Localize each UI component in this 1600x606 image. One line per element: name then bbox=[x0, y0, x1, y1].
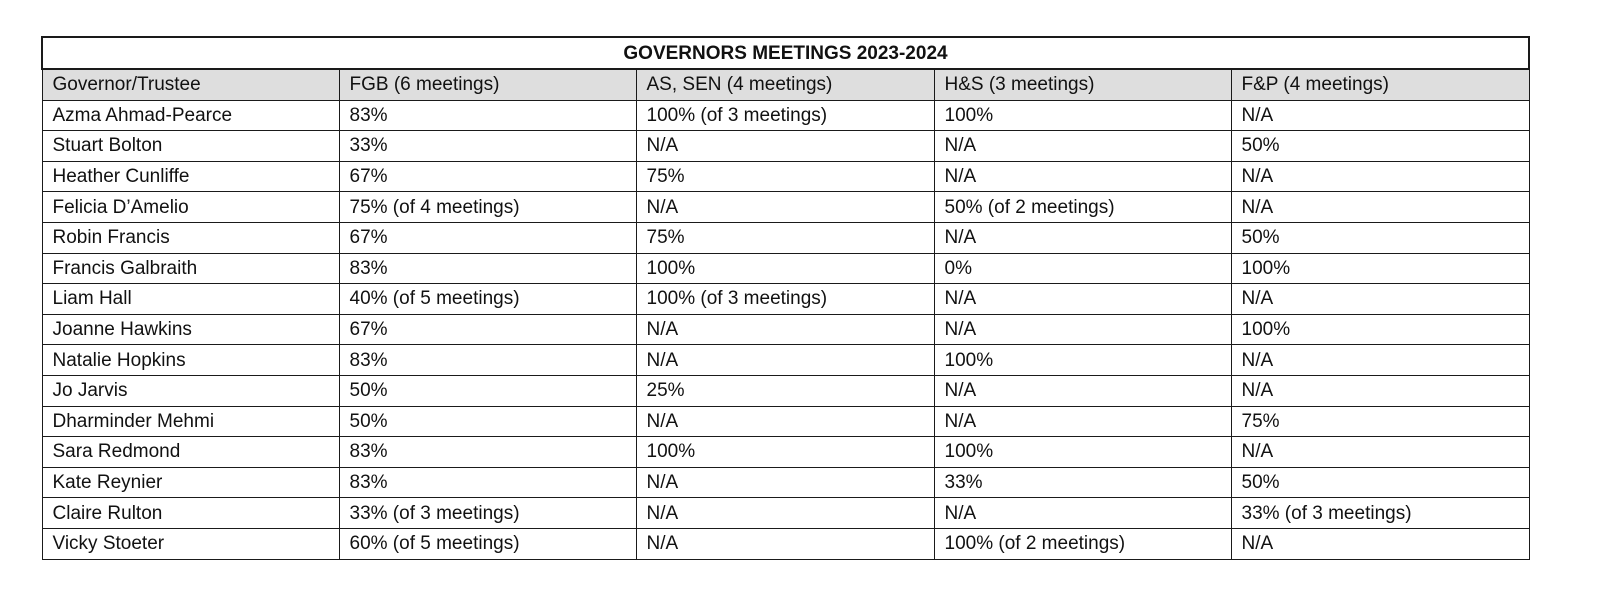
as-sen-attendance-cell: 75% bbox=[636, 161, 934, 192]
fp-attendance-cell: N/A bbox=[1231, 437, 1529, 468]
hs-attendance-cell: N/A bbox=[934, 222, 1231, 253]
as-sen-attendance-cell: N/A bbox=[636, 406, 934, 437]
governor-name-cell: Felicia D’Amelio bbox=[42, 192, 339, 223]
hs-attendance-cell: N/A bbox=[934, 161, 1231, 192]
column-header-governor: Governor/Trustee bbox=[42, 69, 339, 100]
as-sen-attendance-cell: 25% bbox=[636, 375, 934, 406]
table-row bbox=[42, 498, 1529, 529]
hs-attendance-cell: 100% (of 2 meetings) bbox=[934, 528, 1231, 559]
hs-attendance-cell: N/A bbox=[934, 314, 1231, 345]
table-row bbox=[42, 467, 1529, 498]
column-header-row bbox=[42, 69, 1529, 100]
governors-meetings-table bbox=[41, 36, 1530, 560]
hs-attendance-cell: 100% bbox=[934, 345, 1231, 376]
as-sen-attendance-cell: N/A bbox=[636, 498, 934, 529]
hs-attendance-cell: N/A bbox=[934, 375, 1231, 406]
fp-attendance-cell: N/A bbox=[1231, 345, 1529, 376]
column-header-fp: F&P (4 meetings) bbox=[1231, 69, 1529, 100]
table-row bbox=[42, 222, 1529, 253]
hs-attendance-cell: N/A bbox=[934, 406, 1231, 437]
as-sen-attendance-cell: N/A bbox=[636, 467, 934, 498]
as-sen-attendance-cell: 100% bbox=[636, 437, 934, 468]
as-sen-attendance-cell: 100% (of 3 meetings) bbox=[636, 284, 934, 315]
hs-attendance-cell: 100% bbox=[934, 437, 1231, 468]
table-body bbox=[42, 100, 1529, 559]
as-sen-attendance-cell: N/A bbox=[636, 192, 934, 223]
hs-attendance-cell: 50% (of 2 meetings) bbox=[934, 192, 1231, 223]
fp-attendance-cell: 100% bbox=[1231, 314, 1529, 345]
fp-attendance-cell: 50% bbox=[1231, 222, 1529, 253]
fgb-attendance-cell: 83% bbox=[339, 100, 636, 131]
governor-name-cell: Joanne Hawkins bbox=[42, 314, 339, 345]
fp-attendance-cell: N/A bbox=[1231, 161, 1529, 192]
hs-attendance-cell: 100% bbox=[934, 100, 1231, 131]
table-row bbox=[42, 406, 1529, 437]
column-header-fgb: FGB (6 meetings) bbox=[339, 69, 636, 100]
table-row bbox=[42, 528, 1529, 559]
fgb-attendance-cell: 50% bbox=[339, 406, 636, 437]
table-row bbox=[42, 284, 1529, 315]
fp-attendance-cell: 50% bbox=[1231, 131, 1529, 162]
fgb-attendance-cell: 67% bbox=[339, 161, 636, 192]
table-row bbox=[42, 253, 1529, 284]
governor-name-cell: Claire Rulton bbox=[42, 498, 339, 529]
fp-attendance-cell: N/A bbox=[1231, 100, 1529, 131]
table-row bbox=[42, 161, 1529, 192]
table-row bbox=[42, 131, 1529, 162]
fgb-attendance-cell: 60% (of 5 meetings) bbox=[339, 528, 636, 559]
governor-name-cell: Robin Francis bbox=[42, 222, 339, 253]
hs-attendance-cell: N/A bbox=[934, 131, 1231, 162]
fp-attendance-cell: 50% bbox=[1231, 467, 1529, 498]
fgb-attendance-cell: 83% bbox=[339, 253, 636, 284]
governor-name-cell: Liam Hall bbox=[42, 284, 339, 315]
table-row bbox=[42, 345, 1529, 376]
table-row bbox=[42, 192, 1529, 223]
governor-name-cell: Francis Galbraith bbox=[42, 253, 339, 284]
hs-attendance-cell: 33% bbox=[934, 467, 1231, 498]
fgb-attendance-cell: 75% (of 4 meetings) bbox=[339, 192, 636, 223]
table-title: GOVERNORS MEETINGS 2023-2024 bbox=[42, 37, 1529, 69]
governor-name-cell: Kate Reynier bbox=[42, 467, 339, 498]
hs-attendance-cell: N/A bbox=[934, 284, 1231, 315]
fgb-attendance-cell: 83% bbox=[339, 345, 636, 376]
hs-attendance-cell: 0% bbox=[934, 253, 1231, 284]
governor-name-cell: Azma Ahmad-Pearce bbox=[42, 100, 339, 131]
table-row bbox=[42, 375, 1529, 406]
as-sen-attendance-cell: N/A bbox=[636, 528, 934, 559]
fgb-attendance-cell: 33% bbox=[339, 131, 636, 162]
table-row bbox=[42, 437, 1529, 468]
fgb-attendance-cell: 83% bbox=[339, 437, 636, 468]
fp-attendance-cell: 75% bbox=[1231, 406, 1529, 437]
fp-attendance-cell: N/A bbox=[1231, 192, 1529, 223]
fp-attendance-cell: N/A bbox=[1231, 375, 1529, 406]
as-sen-attendance-cell: N/A bbox=[636, 314, 934, 345]
fgb-attendance-cell: 33% (of 3 meetings) bbox=[339, 498, 636, 529]
table-title-row bbox=[42, 37, 1529, 69]
governor-name-cell: Sara Redmond bbox=[42, 437, 339, 468]
fgb-attendance-cell: 67% bbox=[339, 314, 636, 345]
as-sen-attendance-cell: 100% (of 3 meetings) bbox=[636, 100, 934, 131]
governor-name-cell: Heather Cunliffe bbox=[42, 161, 339, 192]
fp-attendance-cell: N/A bbox=[1231, 284, 1529, 315]
as-sen-attendance-cell: 100% bbox=[636, 253, 934, 284]
fgb-attendance-cell: 40% (of 5 meetings) bbox=[339, 284, 636, 315]
governor-name-cell: Dharminder Mehmi bbox=[42, 406, 339, 437]
fgb-attendance-cell: 50% bbox=[339, 375, 636, 406]
governor-name-cell: Natalie Hopkins bbox=[42, 345, 339, 376]
table-row bbox=[42, 314, 1529, 345]
as-sen-attendance-cell: N/A bbox=[636, 345, 934, 376]
fp-attendance-cell: 33% (of 3 meetings) bbox=[1231, 498, 1529, 529]
fgb-attendance-cell: 83% bbox=[339, 467, 636, 498]
as-sen-attendance-cell: N/A bbox=[636, 131, 934, 162]
governor-name-cell: Stuart Bolton bbox=[42, 131, 339, 162]
governor-name-cell: Vicky Stoeter bbox=[42, 528, 339, 559]
column-header-as-sen: AS, SEN (4 meetings) bbox=[636, 69, 934, 100]
hs-attendance-cell: N/A bbox=[934, 498, 1231, 529]
fp-attendance-cell: N/A bbox=[1231, 528, 1529, 559]
governor-name-cell: Jo Jarvis bbox=[42, 375, 339, 406]
as-sen-attendance-cell: 75% bbox=[636, 222, 934, 253]
fgb-attendance-cell: 67% bbox=[339, 222, 636, 253]
table-row bbox=[42, 100, 1529, 131]
column-header-hs: H&S (3 meetings) bbox=[934, 69, 1231, 100]
fp-attendance-cell: 100% bbox=[1231, 253, 1529, 284]
